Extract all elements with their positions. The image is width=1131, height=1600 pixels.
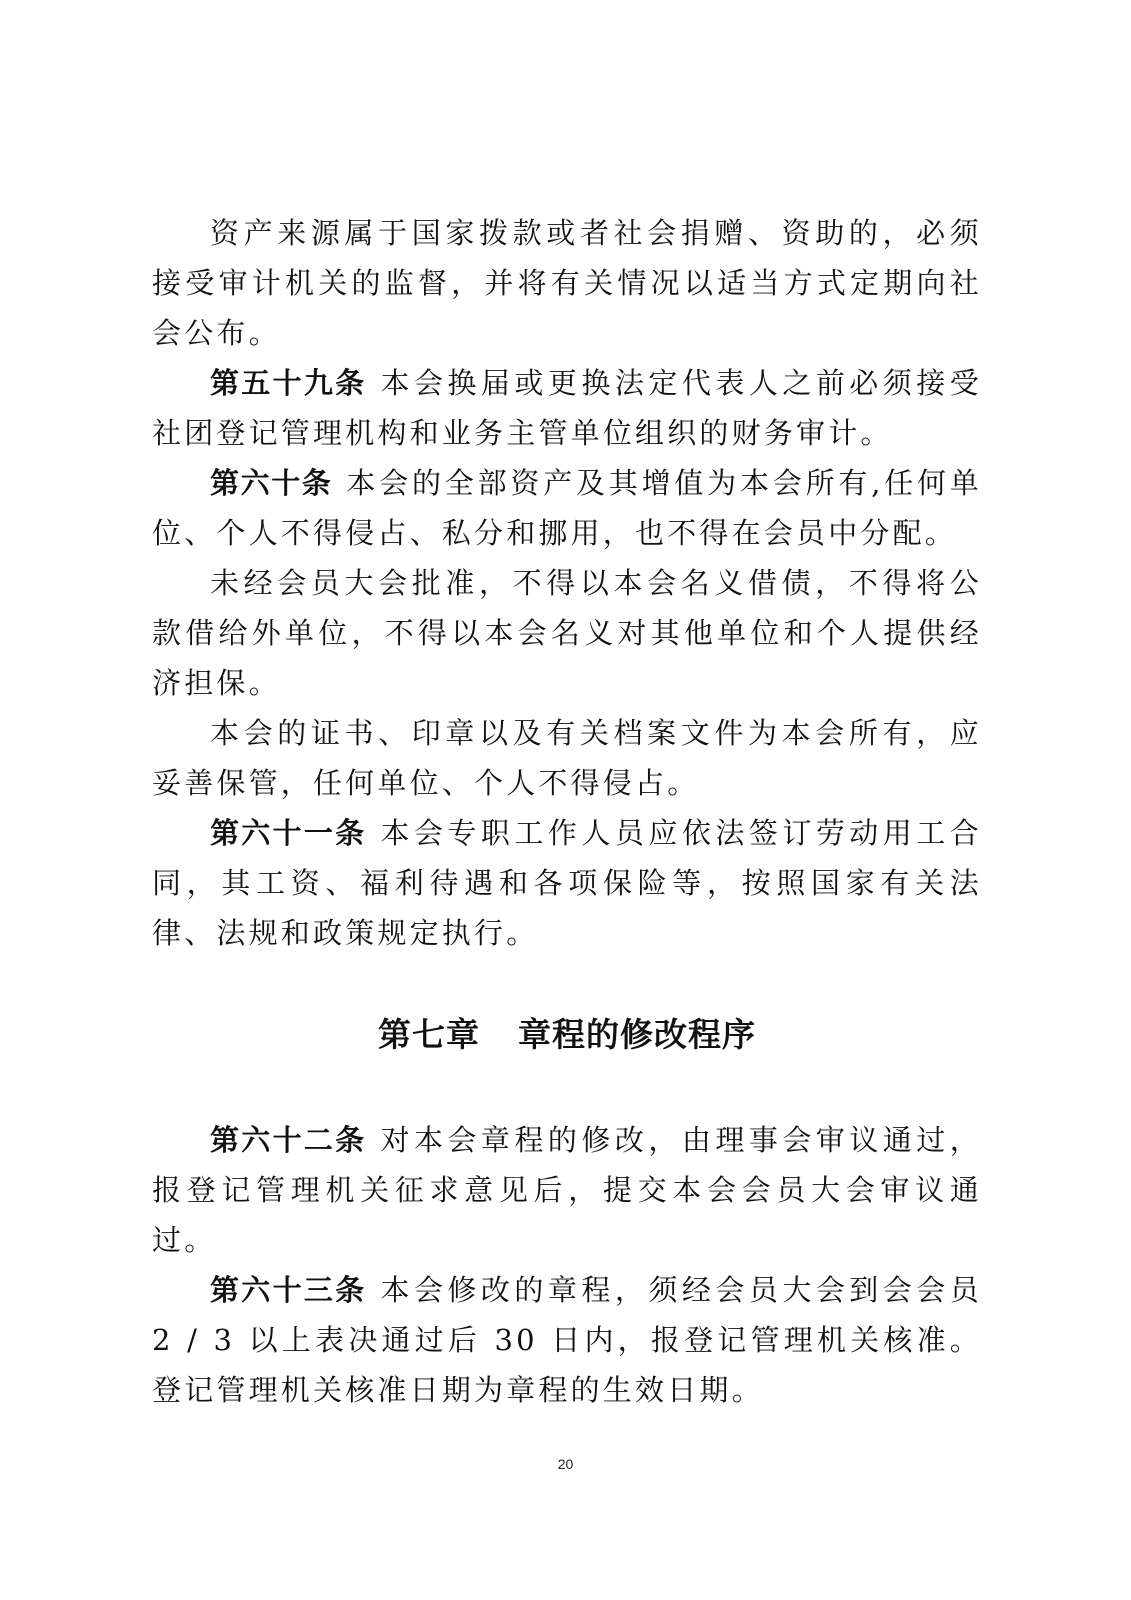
article-60 xyxy=(152,458,982,558)
chapter-title: 章程的修改程序 xyxy=(518,1015,756,1054)
article-text: 本会专职工作人员应依法签订劳动用工合同，其工资、福利待遇和各项保险等，按照国家有关法律、法规和政策规定执行。 xyxy=(152,816,982,950)
article-label: 第五十九条 xyxy=(210,366,367,400)
article-label: 第六十条 xyxy=(210,466,333,500)
article-label: 第六十一条 xyxy=(210,816,367,850)
article-text: 本会修改的章程，须经会员大会到会会员 2 / 3 以上表决通过后 30 日内，报登记管理机关核准。登记管理机关核准日期为章程的生效日期。 xyxy=(152,1273,982,1407)
paragraph-5 xyxy=(152,708,982,808)
article-text: 本会换届或更换法定代表人之前必须接受社团登记管理机构和业务主管单位组织的财务审计。 xyxy=(152,366,982,450)
paragraph-4 xyxy=(152,558,982,708)
article-label: 第六十三条 xyxy=(210,1273,367,1307)
article-62 xyxy=(152,1115,982,1265)
chapter-heading xyxy=(152,1010,982,1060)
article-61 xyxy=(152,808,982,958)
paragraph-text: 资产来源属于国家拨款或者社会捐赠、资助的，必须接受审计机关的监督，并将有关情况以适当方式定期向社会公布。 xyxy=(152,216,982,350)
paragraph-1 xyxy=(152,208,982,358)
article-63 xyxy=(152,1265,982,1415)
article-text: 本会的全部资产及其增值为本会所有,任何单位、个人不得侵占、私分和挪用，也不得在会员中分配。 xyxy=(152,466,982,550)
paragraph-text: 未经会员大会批准，不得以本会名义借债，不得将公款借给外单位，不得以本会名义对其他单位和个人提供经济担保。 xyxy=(152,566,982,700)
page-content xyxy=(152,208,982,1415)
page-number: 20 xyxy=(557,1456,574,1472)
chapter-number: 第七章 xyxy=(378,1015,480,1054)
article-59 xyxy=(152,358,982,458)
paragraph-text: 本会的证书、印章以及有关档案文件为本会所有，应妥善保管，任何单位、个人不得侵占。 xyxy=(152,716,982,800)
article-label: 第六十二条 xyxy=(210,1123,367,1157)
article-text: 对本会章程的修改，由理事会审议通过，报登记管理机关征求意见后，提交本会会员大会审议通过。 xyxy=(152,1123,982,1257)
